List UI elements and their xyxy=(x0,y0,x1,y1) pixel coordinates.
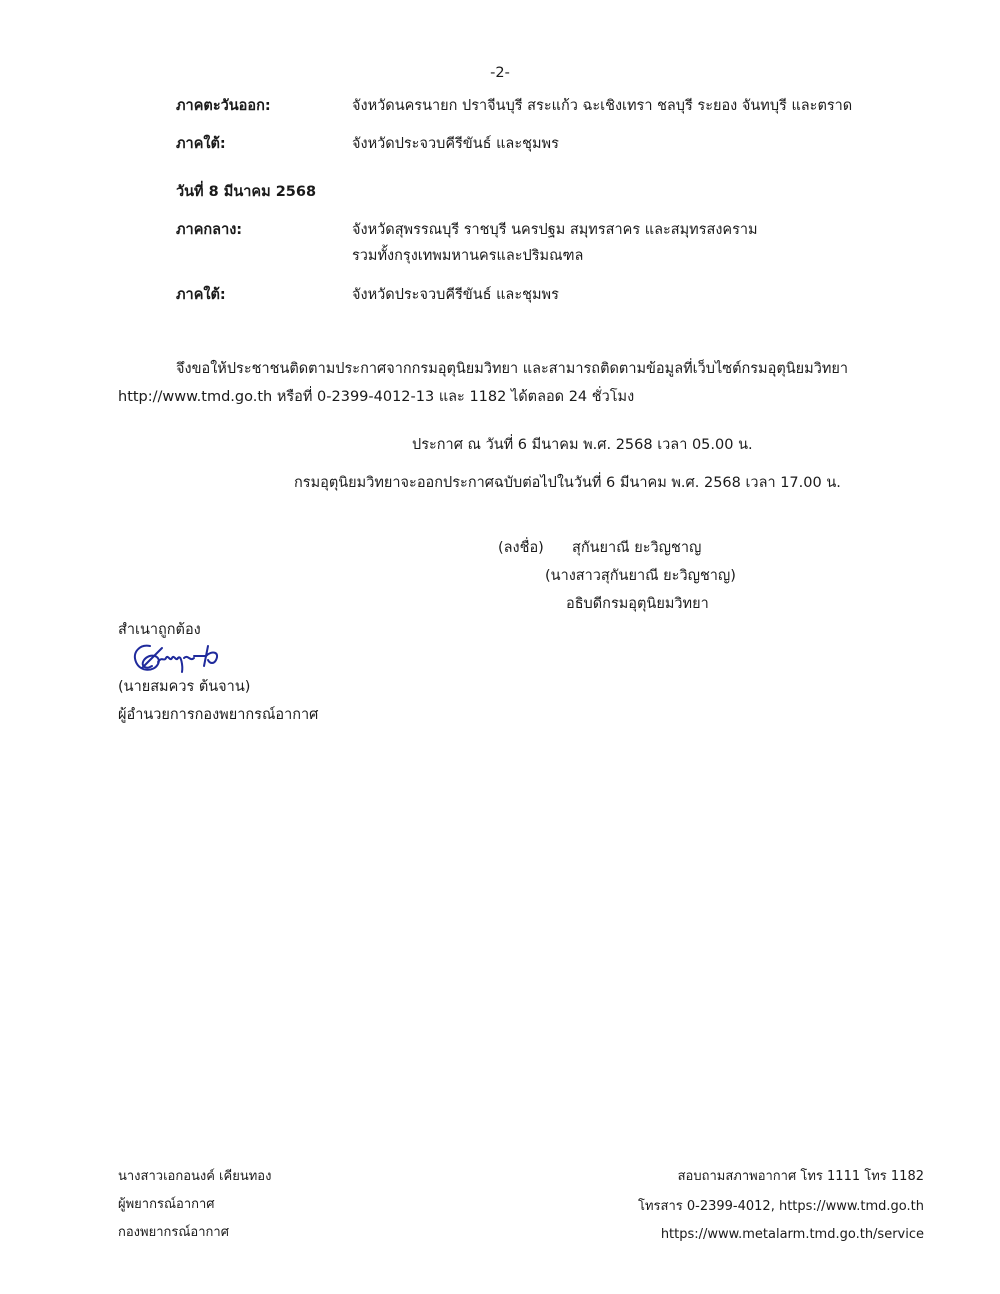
region-label-central: ภาคกลาง: xyxy=(176,222,243,238)
region-provinces-central-line1: จังหวัดสุพรรณบุรี ราชบุรี นครปฐม สมุทรสาคร และสมุทรสงคราม xyxy=(352,222,758,238)
signatory-position: อธิบดีกรมอุตุนิยมวิทยา xyxy=(566,596,709,612)
region-label-south-day8: ภาคใต้: xyxy=(176,287,226,303)
region-provinces-south-day8: จังหวัดประจวบคีรีขันธ์ และชุมพร xyxy=(352,287,559,303)
signed-name: สุกันยาณี ยะวิญชาญ xyxy=(572,540,702,556)
footer-right-line-3: https://www.metalarm.tmd.go.th/service xyxy=(660,1227,924,1242)
footer-left-line-2: ผู้พยากรณ์อากาศ xyxy=(118,1197,215,1212)
handwritten-signature xyxy=(128,640,224,676)
certified-label: สำเนาถูกต้อง xyxy=(118,622,201,638)
region-label-east: ภาคตะวันออก: xyxy=(176,98,271,114)
signatory-full-name: (นางสาวสุกันยาณี ยะวิญชาญ) xyxy=(545,568,736,584)
region-label-south-day7: ภาคใต้: xyxy=(176,136,226,152)
region-provinces-east: จังหวัดนครนายก ปราจีนบุรี สระแก้ว ฉะเชิงเทรา ชลบุรี ระยอง จันทบุรี และตราด xyxy=(352,98,853,114)
signed-label: (ลงชื่อ) xyxy=(498,540,544,556)
footer-left-line-1: นางสาวเอกอนงค์ เคียนทอง xyxy=(118,1169,272,1184)
page-number: -2- xyxy=(490,65,510,81)
announcement-next: กรมอุตุนิยมวิทยาจะออกประกาศฉบับต่อไปในวันที่ 6 มีนาคม พ.ศ. 2568 เวลา 17.00 น. xyxy=(294,475,841,491)
footer-right-line-2: โทรสาร 0-2399-4012, https://www.tmd.go.th xyxy=(638,1199,924,1214)
region-provinces-central-line2: รวมทั้งกรุงเทพมหานครและปริมณฑล xyxy=(352,248,584,264)
region-provinces-south-day7: จังหวัดประจวบคีรีขันธ์ และชุมพร xyxy=(352,136,559,152)
footer-left-line-3: กองพยากรณ์อากาศ xyxy=(118,1225,229,1240)
footer-right-line-1: สอบถามสภาพอากาศ โทร 1111 โทร 1182 xyxy=(677,1169,924,1184)
body-line-1: จึงขอให้ประชาชนติดตามประกาศจากกรมอุตุนิยมวิทยา และสามารถติดตามข้อมูลที่เว็บไซต์กรมอุตุนิยมวิทยา xyxy=(176,361,849,377)
certified-name: (นายสมควร ต้นจาน) xyxy=(118,679,251,695)
certified-position: ผู้อำนวยการกองพยากรณ์อากาศ xyxy=(118,707,319,723)
body-line-2: http://www.tmd.go.th หรือที่ 0-2399-4012-13 และ 1182 ได้ตลอด 24 ชั่วโมง xyxy=(118,389,635,405)
day8-heading: วันที่ 8 มีนาคม 2568 xyxy=(176,184,317,200)
announcement-issued: ประกาศ ณ วันที่ 6 มีนาคม พ.ศ. 2568 เวลา 05.00 น. xyxy=(412,437,753,453)
